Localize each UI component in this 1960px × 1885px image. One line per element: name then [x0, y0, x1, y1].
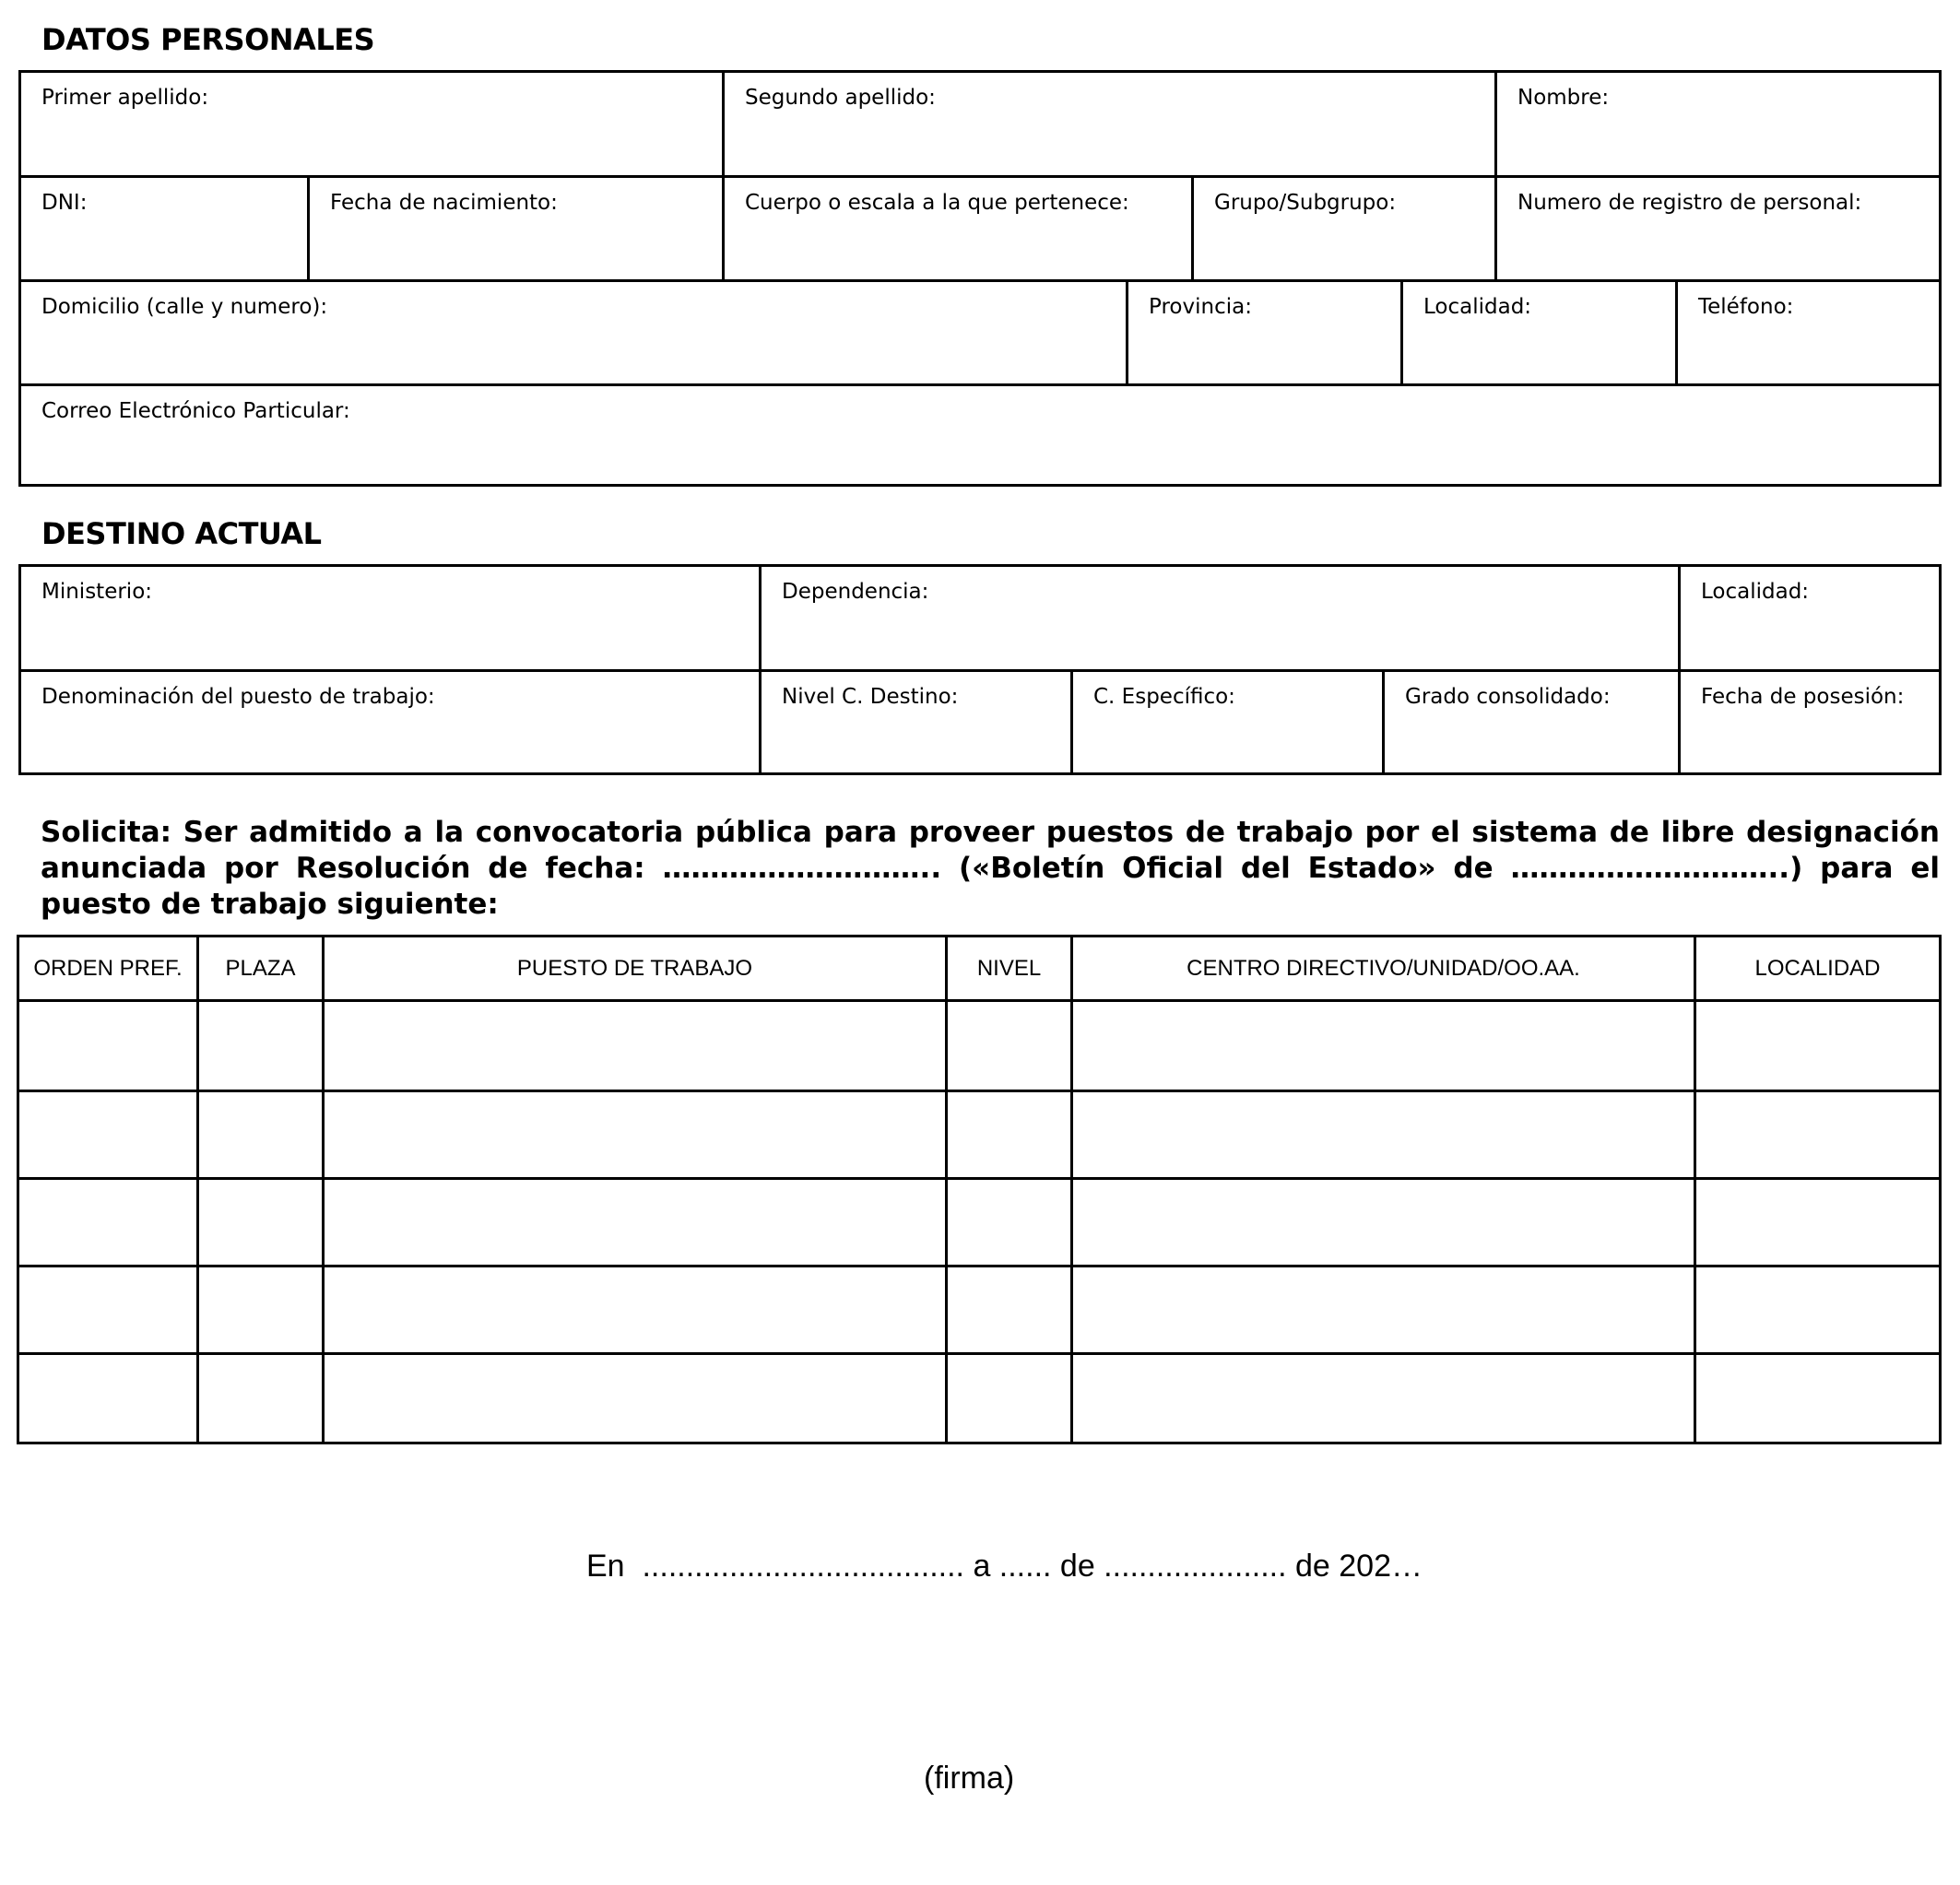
nivel-cell[interactable] — [945, 1355, 1070, 1442]
table-row — [19, 1002, 1939, 1090]
ministerio-field[interactable] — [21, 567, 759, 669]
header-localidad: LOCALIDAD — [1694, 937, 1939, 999]
solicita-paragraph: Solicita: Ser admitido a la convocatoria pública para proveer puestos de trabajo por el sistema de libre designación anunciada por Resolución de fecha: ……………………….. («Boletín Oficial del Estado» de ………………………..) para el puesto de trabajo siguiente: — [41, 816, 1940, 921]
destino-row-1 — [21, 567, 1939, 669]
c-especifico-label: C. Específico: — [1093, 685, 1235, 709]
nivel-cell[interactable] — [945, 1002, 1070, 1090]
numero-registro-label: Numero de registro de personal: — [1517, 191, 1862, 215]
date-place-line[interactable]: En ..................................... a ...... de ..................... de 202… — [586, 1549, 1423, 1584]
table-row — [19, 1180, 1939, 1265]
destino-actual-grid — [18, 564, 1942, 775]
table-row — [19, 1355, 1939, 1442]
correo-electronico-field[interactable] — [21, 386, 1939, 484]
nivel-cell[interactable] — [945, 1267, 1070, 1352]
section-title-datos-personales: DATOS PERSONALES — [41, 22, 375, 57]
centro-directivo-cell[interactable] — [1070, 1092, 1694, 1177]
domicilio-label: Domicilio (calle y numero): — [41, 295, 328, 319]
destino-row-2 — [21, 672, 1939, 772]
destino-localidad-label: Localidad: — [1701, 580, 1810, 604]
primer-apellido-label: Primer apellido: — [41, 86, 209, 110]
orden-pref-cell[interactable] — [19, 1355, 196, 1442]
orden-pref-cell[interactable] — [19, 1267, 196, 1352]
destino-localidad-field[interactable] — [1678, 567, 1939, 669]
header-nivel: NIVEL — [945, 937, 1070, 999]
header-puesto-trabajo: PUESTO DE TRABAJO — [322, 937, 945, 999]
table-header-row — [19, 937, 1939, 999]
localidad-cell[interactable] — [1694, 1355, 1939, 1442]
provincia-field[interactable] — [1126, 282, 1400, 383]
plaza-cell[interactable] — [196, 1002, 322, 1090]
dni-field[interactable] — [21, 178, 307, 279]
denominacion-puesto-label: Denominación del puesto de trabajo: — [41, 685, 435, 709]
nivel-destino-field[interactable] — [759, 672, 1070, 772]
telefono-field[interactable] — [1675, 282, 1939, 383]
primer-apellido-field[interactable] — [21, 73, 722, 176]
grado-consolidado-label: Grado consolidado: — [1405, 685, 1611, 709]
grupo-subgrupo-field[interactable] — [1191, 178, 1494, 279]
firma-label: (firma) — [924, 1761, 1015, 1796]
header-plaza: PLAZA — [196, 937, 322, 999]
plaza-cell[interactable] — [196, 1092, 322, 1177]
datos-personales-grid — [18, 70, 1942, 487]
fecha-nacimiento-field[interactable] — [307, 178, 722, 279]
centro-directivo-cell[interactable] — [1070, 1267, 1694, 1352]
section-title-destino-actual: DESTINO ACTUAL — [41, 516, 322, 551]
nivel-cell[interactable] — [945, 1180, 1070, 1265]
cuerpo-escala-field[interactable] — [722, 178, 1191, 279]
domicilio-field[interactable] — [21, 282, 1126, 383]
denominacion-puesto-field[interactable] — [21, 672, 759, 772]
dependencia-field[interactable] — [759, 567, 1678, 669]
fecha-posesion-label: Fecha de posesión: — [1701, 685, 1905, 709]
table-row — [19, 1092, 1939, 1177]
segundo-apellido-label: Segundo apellido: — [745, 86, 936, 110]
localidad-cell[interactable] — [1694, 1002, 1939, 1090]
numero-registro-field[interactable] — [1494, 178, 1939, 279]
orden-pref-cell[interactable] — [19, 1092, 196, 1177]
cuerpo-escala-label: Cuerpo o escala a la que pertenece: — [745, 191, 1129, 215]
fecha-posesion-field[interactable] — [1678, 672, 1939, 772]
puesto-trabajo-cell[interactable] — [322, 1092, 945, 1177]
datos-row-3 — [21, 282, 1939, 383]
nivel-destino-label: Nivel C. Destino: — [782, 685, 959, 709]
centro-directivo-cell[interactable] — [1070, 1002, 1694, 1090]
correo-electronico-label: Correo Electrónico Particular: — [41, 399, 350, 423]
provincia-label: Provincia: — [1149, 295, 1252, 319]
datos-row-1 — [21, 73, 1939, 176]
table-row — [19, 1267, 1939, 1352]
centro-directivo-cell[interactable] — [1070, 1355, 1694, 1442]
plaza-cell[interactable] — [196, 1355, 322, 1442]
nivel-cell[interactable] — [945, 1092, 1070, 1177]
localidad-field[interactable] — [1400, 282, 1675, 383]
datos-row-4 — [21, 386, 1939, 484]
localidad-cell[interactable] — [1694, 1267, 1939, 1352]
c-especifico-field[interactable] — [1070, 672, 1382, 772]
puesto-trabajo-cell[interactable] — [322, 1355, 945, 1442]
orden-pref-cell[interactable] — [19, 1180, 196, 1265]
ministerio-label: Ministerio: — [41, 580, 153, 604]
centro-directivo-cell[interactable] — [1070, 1180, 1694, 1265]
grupo-subgrupo-label: Grupo/Subgrupo: — [1214, 191, 1397, 215]
nombre-label: Nombre: — [1517, 86, 1610, 110]
localidad-cell[interactable] — [1694, 1180, 1939, 1265]
dni-label: DNI: — [41, 191, 88, 215]
localidad-label: Localidad: — [1423, 295, 1532, 319]
puesto-trabajo-cell[interactable] — [322, 1180, 945, 1265]
orden-pref-cell[interactable] — [19, 1002, 196, 1090]
puestos-table — [17, 935, 1942, 1444]
grado-consolidado-field[interactable] — [1382, 672, 1678, 772]
puesto-trabajo-cell[interactable] — [322, 1267, 945, 1352]
header-orden-pref: ORDEN PREF. — [33, 955, 183, 981]
telefono-label: Teléfono: — [1698, 295, 1794, 319]
header-centro-directivo: CENTRO DIRECTIVO/UNIDAD/OO.AA. — [1070, 937, 1694, 999]
segundo-apellido-field[interactable] — [722, 73, 1494, 176]
plaza-cell[interactable] — [196, 1267, 322, 1352]
puesto-trabajo-cell[interactable] — [322, 1002, 945, 1090]
datos-row-2 — [21, 178, 1939, 279]
localidad-cell[interactable] — [1694, 1092, 1939, 1177]
nombre-field[interactable] — [1494, 73, 1939, 176]
fecha-nacimiento-label: Fecha de nacimiento: — [330, 191, 558, 215]
dependencia-label: Dependencia: — [782, 580, 929, 604]
plaza-cell[interactable] — [196, 1180, 322, 1265]
